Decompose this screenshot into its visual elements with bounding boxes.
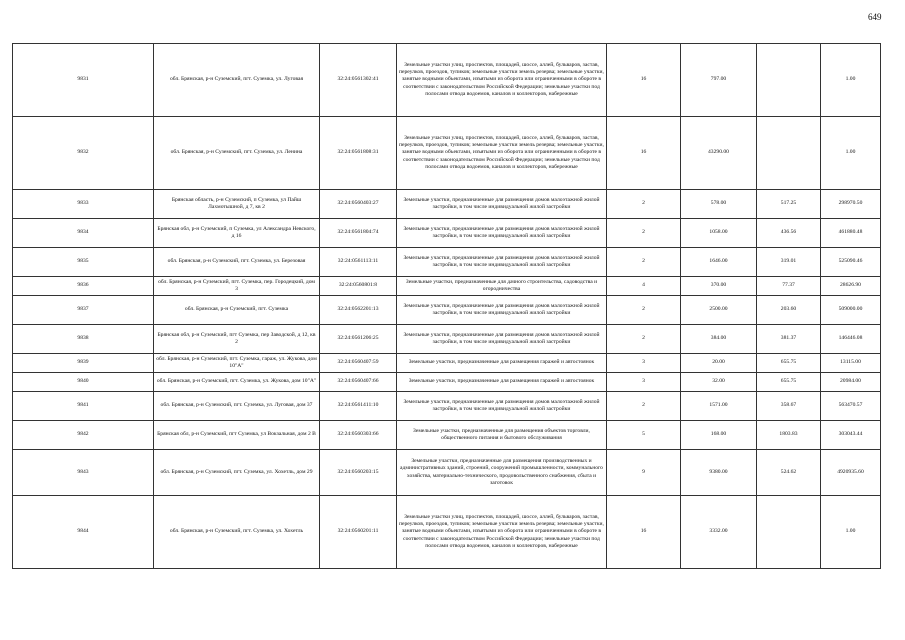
cadastral-number: 32:24:0561302:41	[320, 44, 397, 117]
unit-value: 436.56	[757, 219, 821, 248]
plot-area: 3332.00	[681, 496, 757, 569]
cadastral-value: 1.00	[821, 117, 881, 190]
record-number: 9840	[13, 373, 154, 392]
plot-address: обл. Брянская, р-н Суземский, пгт. Суземка	[154, 296, 320, 325]
record-number: 9834	[13, 219, 154, 248]
plot-area: 32.00	[681, 373, 757, 392]
use-category-code: 4	[607, 277, 681, 296]
cadastral-number: 32:24:0560407:66	[320, 373, 397, 392]
table-row	[13, 219, 881, 248]
plot-area: 797.00	[681, 44, 757, 117]
cadastral-value: 303043.44	[821, 421, 881, 450]
plot-address: обл. Брянская, р-н Суземский, пгт. Суземка, пер. Городецкий, дом 3	[154, 277, 320, 296]
unit-value: 77.37	[757, 277, 821, 296]
use-category-code: 9	[607, 450, 681, 496]
unit-value: 655.75	[757, 354, 821, 373]
plot-address: обл. Брянская, р-н Суземский, пгт. Суземка, ул. Луговая, дом 37	[154, 392, 320, 421]
cadastral-value: 1.00	[821, 44, 881, 117]
permitted-use: Земельные участки улиц, проспектов, площадей, шоссе, аллей, бульваров, застав, переулков, проездов, тупиков; земельные участки земель резерва; земельные участки, занятые водными объектами, изъятыми из оборота или ограниченными в обороте в соответствии с законодательством Российской Федерации; земельные участки под полосами отвода водоемов, каналов и коллекторов, набережные	[397, 44, 607, 117]
permitted-use: Земельные участки, предназначенные для размещения домов малоэтажной жилой застройки, в том числе индивидуальной жилой застройки	[397, 248, 607, 277]
cadastral-value: 461880.48	[821, 219, 881, 248]
use-category-code: 16	[607, 117, 681, 190]
plot-address: обл. Брянская, р-н Суземский, пгт. Суземка, ул. Жукова, дом 10"А"	[154, 373, 320, 392]
plot-address: Брянская обл, р-н Суземский, п Суземка, ул Александра Невского, д 16	[154, 219, 320, 248]
plot-address: обл. Брянская, р-н Суземский, пгт. Суземка, ул. Луговая	[154, 44, 320, 117]
permitted-use: Земельные участки, предназначенные для размещения гаражей и автостоянок	[397, 354, 607, 373]
unit-value	[757, 117, 821, 190]
use-category-code: 5	[607, 421, 681, 450]
table-row	[13, 277, 881, 296]
unit-value: 524.62	[757, 450, 821, 496]
record-number: 9841	[13, 392, 154, 421]
table-row	[13, 354, 881, 373]
land-register-table	[12, 43, 881, 569]
table-row	[13, 190, 881, 219]
table-row	[13, 325, 881, 354]
plot-area: 370.00	[681, 277, 757, 296]
cadastral-value: 298970.50	[821, 190, 881, 219]
plot-address: обл. Брянская, р-н Суземский, пгт. Суземка, ул. Хохетль, дом 29	[154, 450, 320, 496]
register-body	[13, 44, 881, 569]
use-category-code: 16	[607, 496, 681, 569]
table-row	[13, 421, 881, 450]
use-category-code: 3	[607, 373, 681, 392]
permitted-use: Земельные участки, предназначенные для размещения гаражей и автостоянок	[397, 373, 607, 392]
permitted-use: Земельные участки улиц, проспектов, площадей, шоссе, аллей, бульваров, застав, переулков, проездов, тупиков; земельные участки земель резерва; земельные участки, занятые водными объектами, изъятыми из оборота или ограниченными в обороте в соответствии с законодательством Российской Федерации; земельные участки под полосами отвода водоемов, каналов и коллекторов, набережные	[397, 496, 607, 569]
use-category-code: 2	[607, 325, 681, 354]
plot-area: 578.00	[681, 190, 757, 219]
permitted-use: Земельные участки, предназначенные для дачного строительства, садоводства и огородничества	[397, 277, 607, 296]
table-row	[13, 496, 881, 569]
plot-address: обл. Брянская, р-н Суземский, пгт. Суземка, ул. Ленина	[154, 117, 320, 190]
cadastral-value: 525090.46	[821, 248, 881, 277]
plot-address: Брянская область, р-н Суземский, п Суземка, ул Пайш Лахмотышной, д 7, кв 2	[154, 190, 320, 219]
permitted-use: Земельные участки, предназначенные для размещения домов малоэтажной жилой застройки, в том числе индивидуальной жилой застройки	[397, 190, 607, 219]
plot-address: обл. Брянская, р-н Суземский, пгт. Суземка, ул. Березовая	[154, 248, 320, 277]
unit-value: 203.60	[757, 296, 821, 325]
permitted-use: Земельные участки, предназначенные для размещения домов малоэтажной жилой застройки, в том числе индивидуальной жилой застройки	[397, 219, 607, 248]
cadastral-number: 32:24:0560403:27	[320, 190, 397, 219]
cadastral-number: 32:24:0561206:25	[320, 325, 397, 354]
plot-area: 1571.00	[681, 392, 757, 421]
record-number: 9832	[13, 117, 154, 190]
table-row	[13, 450, 881, 496]
permitted-use: Земельные участки, предназначенные для размещения объектов торговли, общественного питания и бытового обслуживания	[397, 421, 607, 450]
cadastral-value: 1.00	[821, 496, 881, 569]
cadastral-value: 20984.00	[821, 373, 881, 392]
page-number: 649	[868, 12, 882, 22]
cadastral-number: 32:24:0560407:59	[320, 354, 397, 373]
cadastral-number: 32:24:0561411:10	[320, 392, 397, 421]
cadastral-value: 4920935.60	[821, 450, 881, 496]
plot-area: 9380.00	[681, 450, 757, 496]
plot-area: 384.00	[681, 325, 757, 354]
cadastral-value: 13115.00	[821, 354, 881, 373]
plot-address: обл. Брянская, р-н Суземский, пгт. Суземка, ул. Хохетль	[154, 496, 320, 569]
record-number: 9839	[13, 354, 154, 373]
unit-value: 381.37	[757, 325, 821, 354]
use-category-code: 2	[607, 190, 681, 219]
use-category-code: 2	[607, 392, 681, 421]
table-row	[13, 296, 881, 325]
cadastral-value: 563470.57	[821, 392, 881, 421]
record-number: 9836	[13, 277, 154, 296]
cadastral-number: 32:24:0560303:66	[320, 421, 397, 450]
record-number: 9838	[13, 325, 154, 354]
cadastral-number: 32:24:0560801:8	[320, 277, 397, 296]
permitted-use: Земельные участки, предназначенные для размещения производственных и административных зданий, строений, сооружений промышленности, коммунального хозяйства, материально-технического, продовольственного снабжения, сбыта и заготовок	[397, 450, 607, 496]
use-category-code: 2	[607, 248, 681, 277]
cadastral-number: 32:24:0560203:15	[320, 450, 397, 496]
record-number: 9842	[13, 421, 154, 450]
cadastral-value: 146446.08	[821, 325, 881, 354]
plot-area: 1058.00	[681, 219, 757, 248]
unit-value	[757, 44, 821, 117]
plot-area: 2500.00	[681, 296, 757, 325]
cadastral-value: 509000.00	[821, 296, 881, 325]
permitted-use: Земельные участки, предназначенные для размещения домов малоэтажной жилой застройки, в том числе индивидуальной жилой застройки	[397, 296, 607, 325]
cadastral-number: 32:24:0561804:74	[320, 219, 397, 248]
cadastral-value: 28626.90	[821, 277, 881, 296]
permitted-use: Земельные участки улиц, проспектов, площадей, шоссе, аллей, бульваров, застав, переулков, проездов, тупиков; земельные участки земель резерва; земельные участки, занятые водными объектами, изъятыми из оборота или ограниченными в обороте в соответствии с законодательством Российской Федерации; земельные участки под полосами отвода водоемов, каналов и коллекторов, набережные	[397, 117, 607, 190]
use-category-code: 3	[607, 354, 681, 373]
cadastral-number: 32:24:0561113:11	[320, 248, 397, 277]
unit-value: 319.01	[757, 248, 821, 277]
plot-area: 1646.00	[681, 248, 757, 277]
plot-address: Брянская обл, р-н Суземский, пгт Суземка, ул Вокзальная, дом 2 В	[154, 421, 320, 450]
cadastral-number: 32:24:0562201:13	[320, 296, 397, 325]
unit-value: 358.67	[757, 392, 821, 421]
unit-value: 1803.83	[757, 421, 821, 450]
unit-value	[757, 496, 821, 569]
record-number: 9835	[13, 248, 154, 277]
plot-area: 168.00	[681, 421, 757, 450]
permitted-use: Земельные участки, предназначенные для размещения домов малоэтажной жилой застройки, в том числе индивидуальной жилой застройки	[397, 392, 607, 421]
plot-area: 20.00	[681, 354, 757, 373]
cadastral-number: 32:24:0561808:31	[320, 117, 397, 190]
table-row	[13, 44, 881, 117]
record-number: 9831	[13, 44, 154, 117]
unit-value: 517.25	[757, 190, 821, 219]
permitted-use: Земельные участки, предназначенные для размещения домов малоэтажной жилой застройки, в том числе индивидуальной жилой застройки	[397, 325, 607, 354]
table-row	[13, 373, 881, 392]
use-category-code: 2	[607, 296, 681, 325]
unit-value: 655.75	[757, 373, 821, 392]
record-number: 9833	[13, 190, 154, 219]
table-row	[13, 248, 881, 277]
plot-area: 43290.00	[681, 117, 757, 190]
table-row	[13, 117, 881, 190]
plot-address: Брянская обл, р-н Суземский, пгт Суземка, пер Заводской, д 12, кв 2	[154, 325, 320, 354]
use-category-code: 16	[607, 44, 681, 117]
table-row	[13, 392, 881, 421]
cadastral-number: 32:24:0560201:11	[320, 496, 397, 569]
record-number: 9837	[13, 296, 154, 325]
use-category-code: 2	[607, 219, 681, 248]
record-number: 9844	[13, 496, 154, 569]
record-number: 9843	[13, 450, 154, 496]
plot-address: обл. Брянская, р-н Суземский, пгт. Суземка, гараж, ул. Жукова, дом 10"А"	[154, 354, 320, 373]
